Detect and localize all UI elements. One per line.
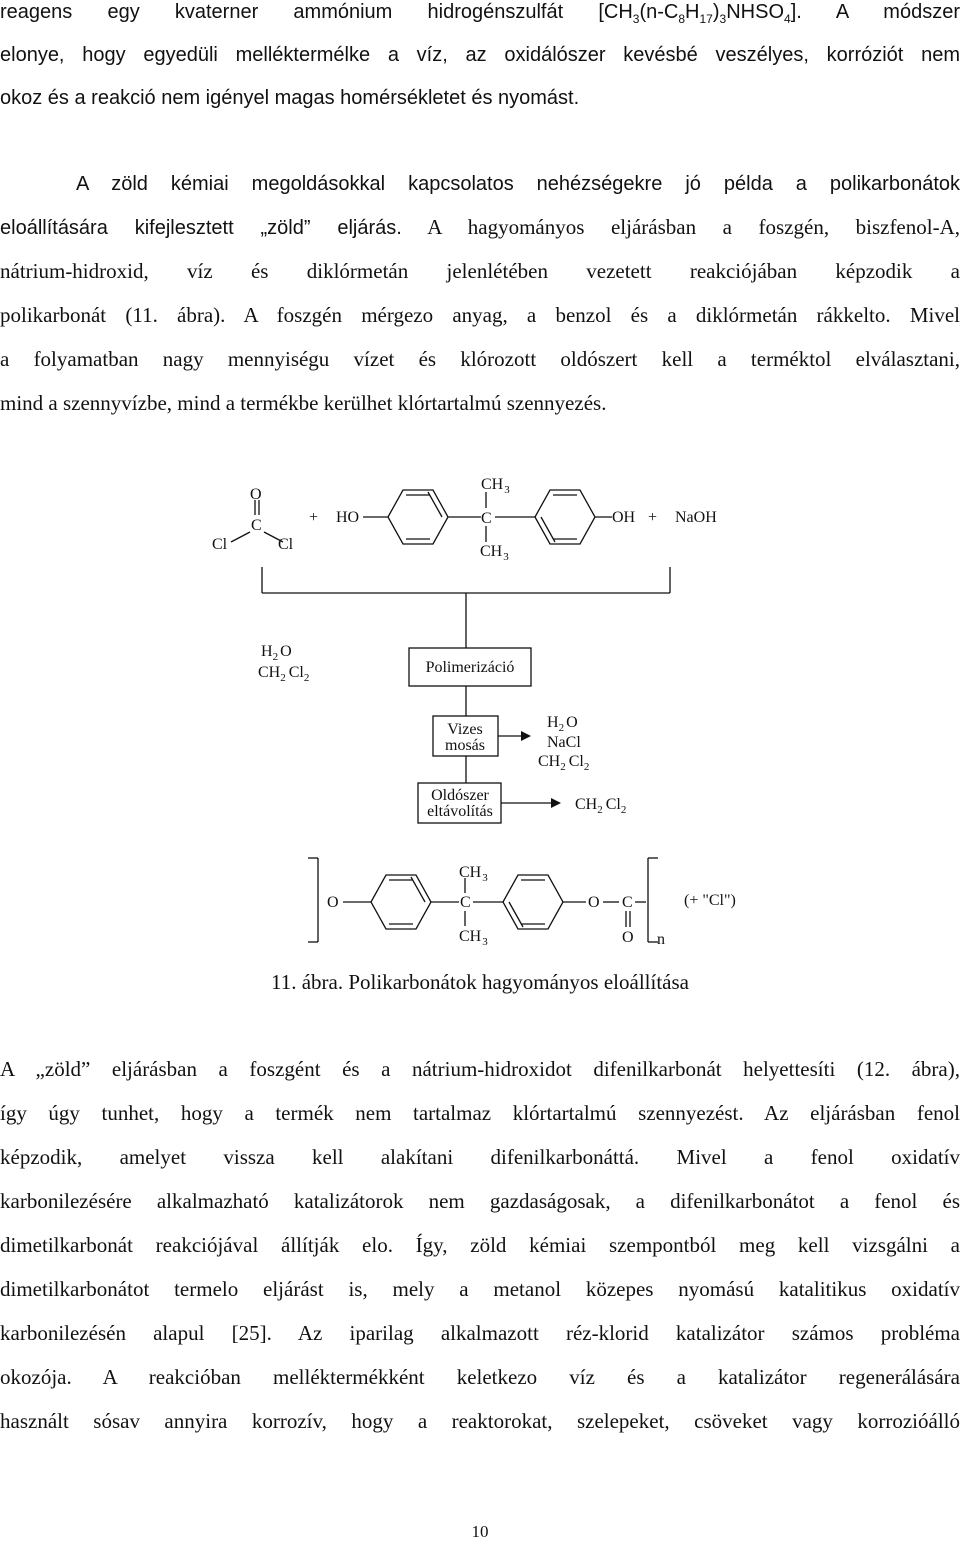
scheme-removal-l2: eltávolítás <box>427 803 493 820</box>
para2-line4: polikarbonát (11. ábra). A foszgén mérgezo anyag, a benzol és a diklórmetán rákkelto. Mivel <box>0 303 960 327</box>
scheme-polymer-carbonyl-c: C <box>622 894 633 911</box>
scheme-polymerization-box: Polimerizáció <box>425 659 515 676</box>
scheme-polymer-ch3-bottom: $CH_3$ <box>459 928 488 948</box>
para3-line8: okozója. A reakcióban melléktermékként keletkezo víz és a katalizátor regenerálására <box>0 1365 960 1389</box>
figure-caption: 11. ábra. Polikarbonátok hagyományos eloállítása <box>271 970 689 994</box>
scheme-polymer-carbonyl-o: O <box>622 929 634 946</box>
para2-line5: a folyamatban nagy mennyiségu vízet és klórozott oldószert kell a terméktol elválasztani, <box>0 347 960 371</box>
para3-line3: képzodik, amelyet vissza kell alakítani difenilkarbonáttá. Mivel a fenol oxidatív <box>0 1145 960 1169</box>
para1-line1: reagens egy kvaterner ammónium hidrogénszulfát $[CH_3(n-C_8H_{17})_3NHSO_4]$. A módszer <box>0 1 960 26</box>
page-number: 10 <box>471 1522 489 1541</box>
scheme-polymer-o-left: O <box>327 894 339 911</box>
scheme-bpa-oh: OH <box>612 509 636 526</box>
scheme-phosgene-cl-right: Cl <box>278 536 294 553</box>
scheme-chloride-note: (+ "Cl") <box>684 892 736 909</box>
scheme-plus-1: + <box>309 509 319 526</box>
scheme-washing-l1: Vizes <box>447 721 483 738</box>
para3-line1: A „zöld” eljárásban a foszgént és a nátrium-hidroxidot difenilkarbonát helyettesíti (12. ábra), <box>0 1057 960 1081</box>
para3-line4: karbonilezésére alkalmazható katalizátorok nem gazdaságosak, a difenilkarbonátot a fenol és <box>0 1189 960 1213</box>
scheme-phosgene-o: O <box>250 486 262 503</box>
para1-line3: okoz és a reakció nem igényel magas homérsékletet és nyomást. <box>0 87 580 109</box>
para3-line9: használt sósav annyira korrozív, hogy a reaktorokat, szelepeket, csöveket vagy korrozióálló <box>0 1409 960 1433</box>
scheme-bpa-ho: HO <box>336 509 360 526</box>
scheme-plus-2: + <box>648 509 658 526</box>
scheme-bpa-ch3-bottom: $CH_3$ <box>480 543 509 563</box>
para2-line2: eloállítására kifejlesztett „zöld” eljárás. A hagyományos eljárásban a foszgén, biszfenol-A, <box>0 215 960 239</box>
scheme-polymer-c: C <box>460 894 471 911</box>
scheme-polymer-o-ester: O <box>588 894 600 911</box>
scheme-removed-dcm: $CH_2$ $Cl_2$ <box>575 796 627 816</box>
para2-line6: mind a szennyvízbe, mind a termékbe kerülhet klórtartalmú szennyezés. <box>0 391 607 415</box>
scheme-waste-water: $H_2$ O <box>547 714 578 734</box>
para3-line7: karbonilezésén alapul [25]. Az iparilag alkalmazott réz-klorid katalizátor számos probléma <box>0 1321 960 1345</box>
scheme-polymer-ch3-top: $CH_3$ <box>459 864 488 884</box>
scheme-waste-dcm: $CH_2$ $Cl_2$ <box>538 753 590 773</box>
para2-line3: nátrium-hidroxid, víz és diklórmetán jelenlétében vezetett reakciójában képzodik a <box>0 259 960 283</box>
para3-line2: így úgy tunhet, hogy a termék nem tartalmaz klórtartalmú szennyezést. Az eljárásban fenol <box>0 1101 960 1125</box>
scheme-naoh: NaOH <box>675 509 717 526</box>
scheme-phosgene-cl-left: Cl <box>212 536 228 553</box>
polycarbonate-reaction-scheme <box>0 465 960 965</box>
para3-line6: dimetilkarbonátot termelo eljárást is, mely a metanol közepes nyomású katalitikus oxidatív <box>0 1277 960 1301</box>
scheme-bpa-c: C <box>481 510 492 527</box>
scheme-polymer-n: n <box>657 931 665 948</box>
para1-line2: elonye, hogy egyedüli melléktermélke a víz, az oxidálószer kevésbé veszélyes, korróziót nem <box>0 44 960 66</box>
scheme-waste-nacl: NaCl <box>547 734 581 751</box>
scheme-washing-l2: mosás <box>445 737 485 754</box>
para2-line1: A zöld kémiai megoldásokkal kapcsolatos nehézségekre jó példa a polikarbonátok <box>76 173 960 195</box>
scheme-phosgene-c: C <box>251 517 262 534</box>
scheme-water-label: $H_2$ O <box>261 643 292 663</box>
para3-line5: dimetilkarbonát reakciójával állítják elo. Így, zöld kémiai szempontból meg kell vizsgálni a <box>0 1233 960 1257</box>
scheme-removal-l1: Oldószer <box>431 787 489 804</box>
scheme-dcm-label: $CH_2$ $Cl_2$ <box>258 664 310 684</box>
scheme-bpa-ch3-top: $CH_3$ <box>481 476 510 496</box>
